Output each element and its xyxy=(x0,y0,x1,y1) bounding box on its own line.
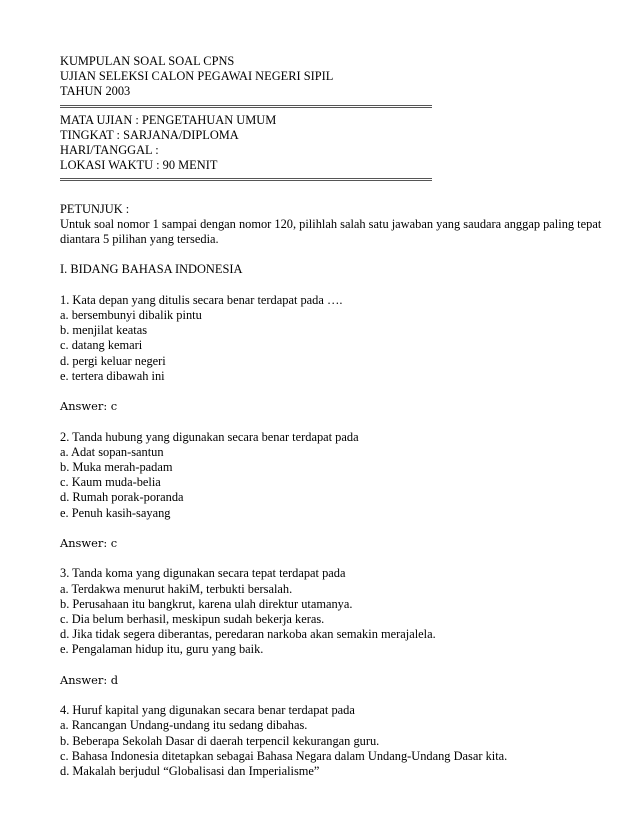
option-d: d. Rumah porak-poranda xyxy=(60,490,184,505)
header-year: TAHUN 2003 xyxy=(60,84,131,99)
question-block xyxy=(60,566,620,688)
question-text: 3. Tanda koma yang digunakan secara tepat terdapat pada xyxy=(60,566,346,581)
option-c: c. Kaum muda-belia xyxy=(60,475,161,490)
option-b: b. menjilat keatas xyxy=(60,323,148,338)
spacer xyxy=(60,658,620,673)
option-e: e. tertera dibawah ini xyxy=(60,368,165,383)
answer-text: Answer: c xyxy=(60,399,118,414)
header-subtitle: UJIAN SELEKSI CALON PEGAWAI NEGERI SIPIL xyxy=(60,69,334,84)
option-b: b. Beberapa Sekolah Dasar di daerah terpencil kekurangan guru. xyxy=(60,733,380,748)
question-block xyxy=(60,430,620,552)
instructions-title: PETUNJUK : xyxy=(60,201,130,216)
spacer xyxy=(60,247,620,262)
spacer xyxy=(60,186,620,201)
question-text: 2. Tanda hubung yang digunakan secara benar terdapat pada xyxy=(60,429,359,444)
answer-text: Answer: c xyxy=(60,536,118,550)
option-c: c. Dia belum berhasil, meskipun sudah bekerja keras. xyxy=(60,612,325,626)
option-d: d. Jika tidak segera diberantas, peredaran narkoba akan semakin merajalela. xyxy=(60,627,436,642)
option-e: e. Penuh kasih-sayang xyxy=(60,505,171,520)
document-page xyxy=(60,54,620,779)
option-a: a. Terdakwa menurut hakiM, terbukti bersalah. xyxy=(60,581,293,596)
exam-subject: MATA UJIAN : PENGETAHUAN UMUM xyxy=(60,112,277,127)
option-a: a. Rancangan Undang-undang itu sedang dibahas. xyxy=(60,718,308,733)
divider-top xyxy=(60,105,432,108)
option-d: d. pergi keluar negeri xyxy=(60,353,166,368)
spacer xyxy=(60,414,620,429)
question-block xyxy=(60,293,620,415)
option-a: a. Adat sopan-santun xyxy=(60,444,164,459)
option-b: b. Perusahaan itu bangkrut, karena ulah direktur utamanya. xyxy=(60,596,353,611)
answer-text: Answer: d xyxy=(60,672,119,687)
spacer xyxy=(60,384,620,399)
exam-info xyxy=(60,113,620,174)
option-d: d. Makalah berjudul “Globalisasi dan Imperialisme” xyxy=(60,764,320,778)
instructions-text: Untuk soal nomor 1 sampai dengan nomor 120, pilihlah salah satu jawaban yang saudara anggap paling tepat diantara 5 pilihan yang tersedia. xyxy=(60,216,602,247)
document-header xyxy=(60,54,620,100)
spacer xyxy=(60,688,620,703)
question-block xyxy=(60,703,620,779)
option-a: a. bersembunyi dibalik pintu xyxy=(60,308,202,322)
spacer xyxy=(60,521,620,536)
spacer xyxy=(60,278,620,293)
divider-bottom xyxy=(60,178,432,181)
header-title: KUMPULAN SOAL SOAL CPNS xyxy=(60,54,235,68)
spacer xyxy=(60,551,620,566)
instructions xyxy=(60,202,620,248)
option-b: b. Muka merah-padam xyxy=(60,460,173,474)
exam-date: HARI/TANGGAL : xyxy=(60,143,159,158)
question-text: 1. Kata depan yang ditulis secara benar terdapat pada …. xyxy=(60,292,343,307)
question-text: 4. Huruf kapital yang digunakan secara benar terdapat pada xyxy=(60,703,355,718)
exam-duration: LOKASI WAKTU : 90 MENIT xyxy=(60,158,218,173)
exam-level: TINGKAT : SARJANA/DIPLOMA xyxy=(60,127,239,142)
option-e: e. Pengalaman hidup itu, guru yang baik. xyxy=(60,642,264,657)
option-c: c. Bahasa Indonesia ditetapkan sebagai Bahasa Negara dalam Undang-Undang Dasar kita. xyxy=(60,748,508,763)
option-c: c. datang kemari xyxy=(60,338,143,353)
section-title: I. BIDANG BAHASA INDONESIA xyxy=(60,262,243,277)
